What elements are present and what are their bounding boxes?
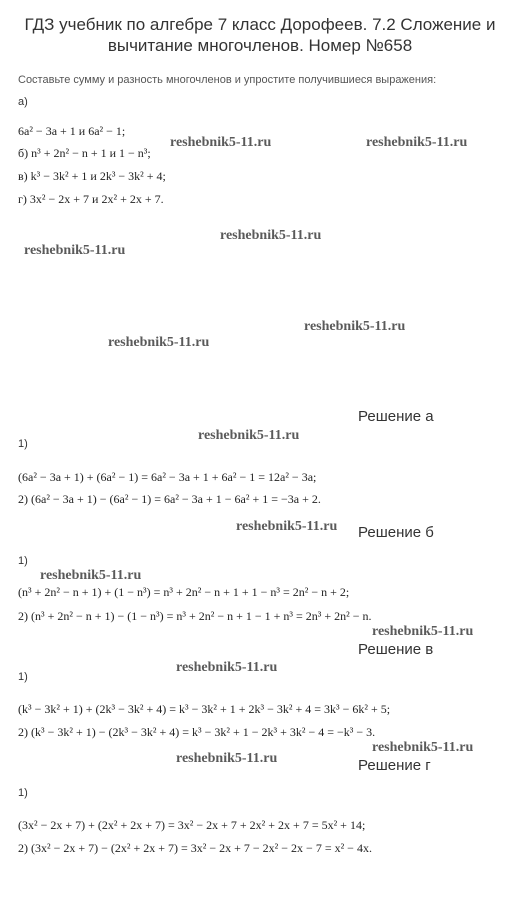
watermark: reshebnik5-11.ru xyxy=(108,335,210,350)
page-title: ГДЗ учебник по алгебре 7 класс Дорофеев. 7.2 Сложение и вычитание многочленов. Номер №658 xyxy=(24,15,496,55)
task-prompt: Составьте сумму и разность многочленов и упростите получившиеся выражения: xyxy=(18,74,437,86)
watermark: reshebnik5-11.ru xyxy=(372,624,474,639)
watermark: reshebnik5-11.ru xyxy=(372,740,474,755)
watermark: reshebnik5-11.ru xyxy=(198,428,300,443)
solution-b-line1: (n³ + 2n² − n + 1) + (1 − n³) = n³ + 2n² − n + 1 + 1 − n³ = 2n² − n + 2; xyxy=(18,585,350,599)
solution-c-step1-label: 1) xyxy=(18,671,28,683)
solution-d-line1: (3x² − 2x + 7) + (2x² + 2x + 7) = 3x² − 2x + 7 + 2x² + 2x + 7 = 5x² + 14; xyxy=(18,818,366,832)
task-a-label: а) xyxy=(18,96,28,108)
solution-d-heading: Решение г xyxy=(358,757,431,774)
solution-d-step1-label: 1) xyxy=(18,787,28,799)
watermark: reshebnik5-11.ru xyxy=(304,319,406,334)
solution-a-heading: Решение а xyxy=(358,408,434,425)
watermark: reshebnik5-11.ru xyxy=(366,135,468,150)
task-d: г) 3x² − 2x + 7 и 2x² + 2x + 7. xyxy=(18,192,164,206)
solution-d-line2: 2) (3x² − 2x + 7) − (2x² + 2x + 7) = 3x² − 2x + 7 − 2x² − 2x − 7 = x² − 4x. xyxy=(18,841,372,855)
solution-c-line2: 2) (k³ − 3k² + 1) − (2k³ − 3k² + 4) = k³ − 3k² + 1 − 2k³ + 3k² − 4 = −k³ − 3. xyxy=(18,725,376,739)
solution-b-heading: Решение б xyxy=(358,524,434,541)
solution-a-step1-label: 1) xyxy=(18,438,28,450)
solution-c-line1: (k³ − 3k² + 1) + (2k³ − 3k² + 4) = k³ − 3k² + 1 + 2k³ − 3k² + 4 = 3k³ − 6k² + 5; xyxy=(18,702,391,716)
solution-b-step1-label: 1) xyxy=(18,555,28,567)
watermark: reshebnik5-11.ru xyxy=(24,243,126,258)
watermark: reshebnik5-11.ru xyxy=(40,568,142,583)
solution-b-line2: 2) (n³ + 2n² − n + 1) − (1 − n³) = n³ + 2n² − n + 1 − 1 + n³ = 2n³ + 2n² − n. xyxy=(18,609,372,623)
task-b: б) n³ + 2n² − n + 1 и 1 − n³; xyxy=(18,146,151,160)
watermark: reshebnik5-11.ru xyxy=(176,660,278,675)
task-a: 6a² − 3a + 1 и 6a² − 1; xyxy=(18,124,126,138)
task-c: в) k³ − 3k² + 1 и 2k³ − 3k² + 4; xyxy=(18,169,166,183)
watermark: reshebnik5-11.ru xyxy=(170,135,272,150)
watermark: reshebnik5-11.ru xyxy=(220,228,322,243)
watermark: reshebnik5-11.ru xyxy=(236,519,338,534)
solution-a-line1: (6a² − 3a + 1) + (6a² − 1) = 6a² − 3a + 1 + 6a² − 1 = 12a² − 3a; xyxy=(18,470,317,484)
solution-c-heading: Решение в xyxy=(358,641,434,658)
watermark: reshebnik5-11.ru xyxy=(176,751,278,766)
solution-a-line2: 2) (6a² − 3a + 1) − (6a² − 1) = 6a² − 3a + 1 − 6a² + 1 = −3a + 2. xyxy=(18,492,321,506)
